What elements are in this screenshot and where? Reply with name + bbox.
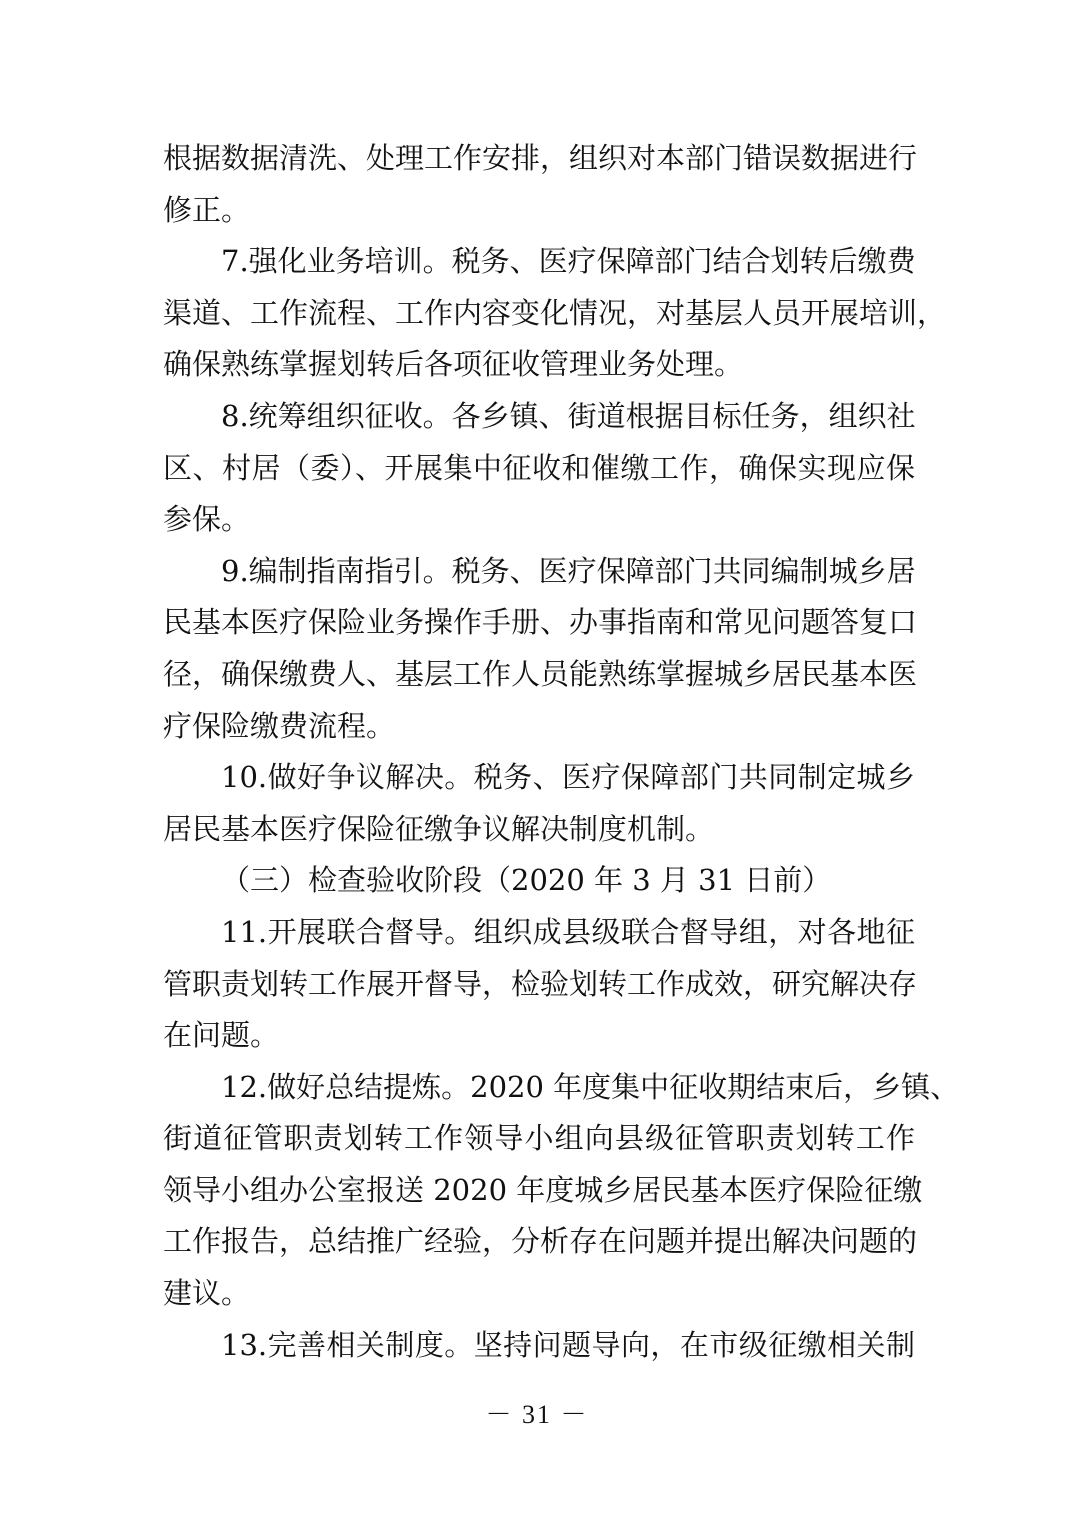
text-line: 根据数据清洗、处理工作安排，组织对本部门错误数据进行: [163, 141, 918, 175]
text-line: 渠道、工作流程、工作内容变化情况，对基层人员开展培训，: [163, 295, 947, 330]
text-line: 11.开展联合督导。组织成县级联合督导组，对各地征: [221, 914, 915, 949]
text-line: 民基本医疗保险业务操作手册、办事指南和常见问题答复口: [163, 605, 918, 640]
text-line: 街道征管职责划转工作领导小组向县级征管职责划转工作: [163, 1121, 915, 1156]
text-line: 建议。: [163, 1276, 251, 1311]
text-line: 8.统筹组织征收。各乡镇、街道根据目标任务，组织社: [221, 398, 916, 433]
text-line: 9.编制指南指引。税务、医疗保障部门共同编制城乡居: [221, 553, 916, 588]
text-line: 13.完善相关制度。坚持问题导向，在市级征缴相关制: [221, 1327, 915, 1362]
text-line: 参保。: [163, 502, 251, 537]
text-line: 7.强化业务培训。税务、医疗保障部门结合划转后缴费: [221, 244, 916, 279]
text-line: 在问题。: [163, 1018, 280, 1053]
body-text: [163, 133, 960, 1371]
text-line: 修正。: [163, 192, 251, 227]
page-number: － 31 －: [485, 1400, 589, 1429]
text-line: 区、村居（委）、开展集中征收和催缴工作，确保实现应保: [163, 450, 915, 485]
text-line: 管职责划转工作展开督导，检验划转工作成效，研究解决存: [163, 966, 918, 1001]
text-line: 确保熟练掌握划转后各项征收管理业务处理。: [163, 347, 744, 382]
text-line: 12.做好总结提炼。2020 年度集中征收期结束后，乡镇、: [221, 1069, 960, 1104]
text-line: 工作报告，总结推广经验，分析存在问题并提出解决问题的: [163, 1224, 918, 1259]
text-line: 领导小组办公室报送 2020 年度城乡居民基本医疗保险征缴: [163, 1172, 923, 1207]
text-line: 10.做好争议解决。税务、医疗保障部门共同制定城乡: [221, 760, 915, 795]
text-line: 疗保险缴费流程。: [163, 708, 396, 743]
text-line: （三）检查验收阶段（2020 年 3 月 31 日前）: [221, 863, 832, 898]
text-line: 居民基本医疗保险征缴争议解决制度机制。: [163, 811, 715, 846]
text-line: 径，确保缴费人、基层工作人员能熟练掌握城乡居民基本医: [163, 656, 918, 691]
